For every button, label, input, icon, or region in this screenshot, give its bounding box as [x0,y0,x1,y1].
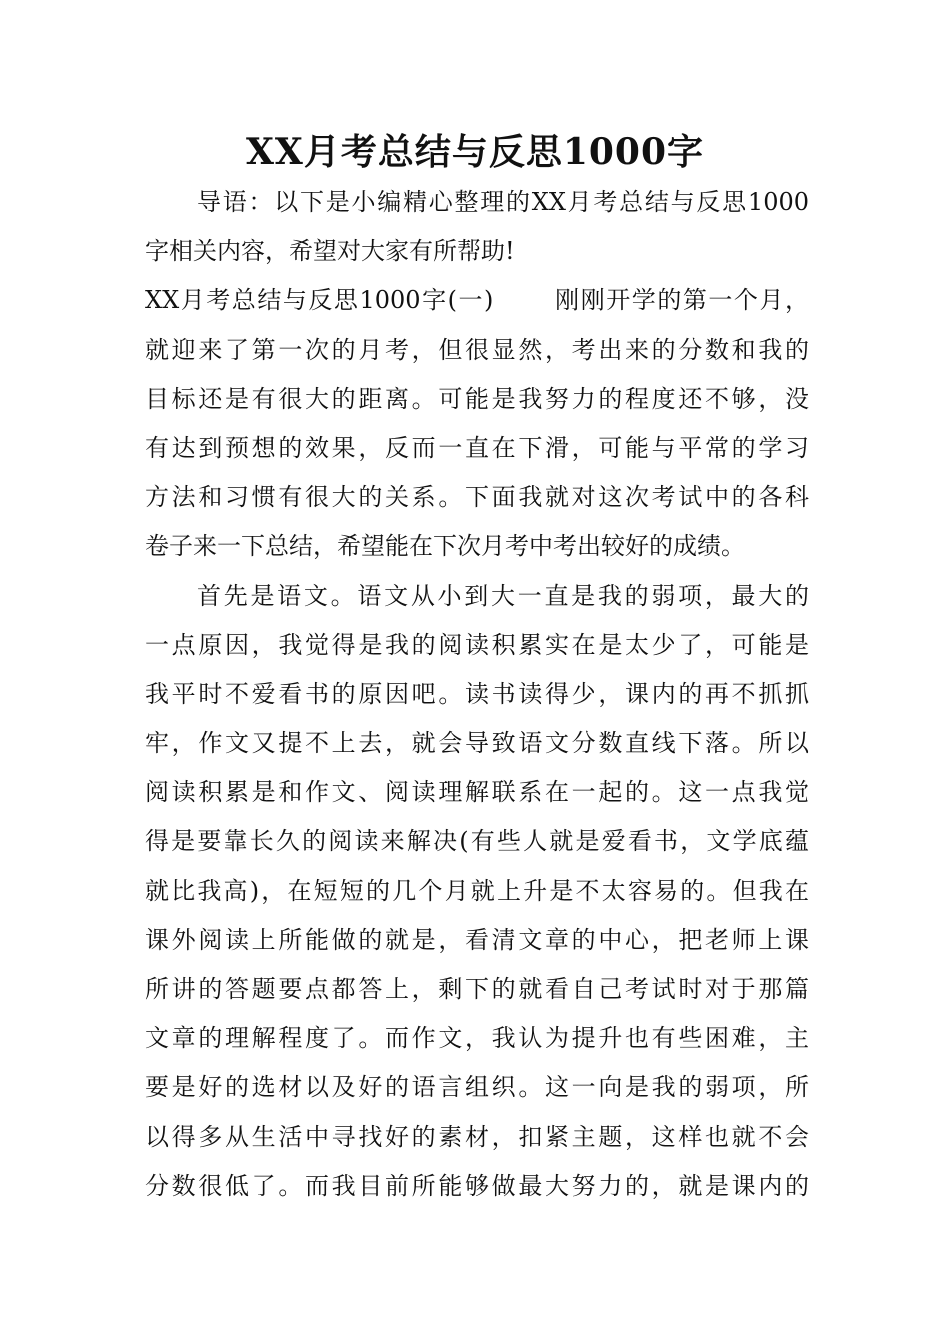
paragraph-line: 一点原因，我觉得是我的阅读积累实在是太少了，可能是 [145,630,809,659]
paragraph-line: 得是要靠长久的阅读来解决(有些人就是爱看书，文学底蕴 [145,827,809,856]
paragraph-line: 就比我高)，在短短的几个月就上升是不太容易的。但我在 [145,876,809,905]
paragraph-line: 方法和习惯有很大的关系。下面我就对这次考试中的各科 [145,483,809,512]
paragraph-line: 目标还是有很大的距离。可能是我努力的程度还不够，没 [145,384,809,413]
paragraph-line: 以得多从生活中寻找好的素材，扣紧主题，这样也就不会 [145,1122,809,1151]
paragraph-line: 就迎来了第一次的月考，但很显然，考出来的分数和我的 [145,335,809,364]
paragraph-line: 有达到预想的效果，反而一直在下滑，可能与平常的学习 [145,433,809,462]
paragraph-line: XX月考总结与反思1000字(一) 刚刚开学的第一个月， [145,286,809,315]
paragraph-line: 所讲的答题要点都答上，剩下的就看自己考试时对于那篇 [145,975,809,1003]
paragraph-line: 分数很低了。而我目前所能够做最大努力的，就是课内的 [145,1171,809,1200]
paragraph-line: 课外阅读上所能做的就是，看清文章的中心，把老师上课 [145,925,809,954]
paragraph-line: 字相关内容，希望对大家有所帮助! [145,237,515,266]
paragraph-line: 要是好的选材以及好的语言组织。这一向是我的弱项，所 [145,1073,809,1102]
document-title: XX月考总结与反思1000字 [245,131,705,173]
paragraph-line: 卷子来一下总结，希望能在下次月考中考出较好的成绩。 [145,532,745,561]
paragraph-line: 我平时不爱看书的原因吧。读书读得少，课内的再不抓抓 [145,679,809,708]
paragraph-line: 导语：以下是小编精心整理的XX月考总结与反思1000 [197,188,809,216]
paragraph-line: 牢，作文又提不上去，就会导致语文分数直线下落。所以 [145,729,809,758]
paragraph-line: 文章的理解程度了。而作文，我认为提升也有些困难，主 [145,1024,809,1053]
paragraph-line: 首先是语文。语文从小到大一直是我的弱项，最大的 [197,581,809,610]
paragraph-line: 阅读积累是和作文、阅读理解联系在一起的。这一点我觉 [145,778,809,807]
document-body [145,178,809,1211]
